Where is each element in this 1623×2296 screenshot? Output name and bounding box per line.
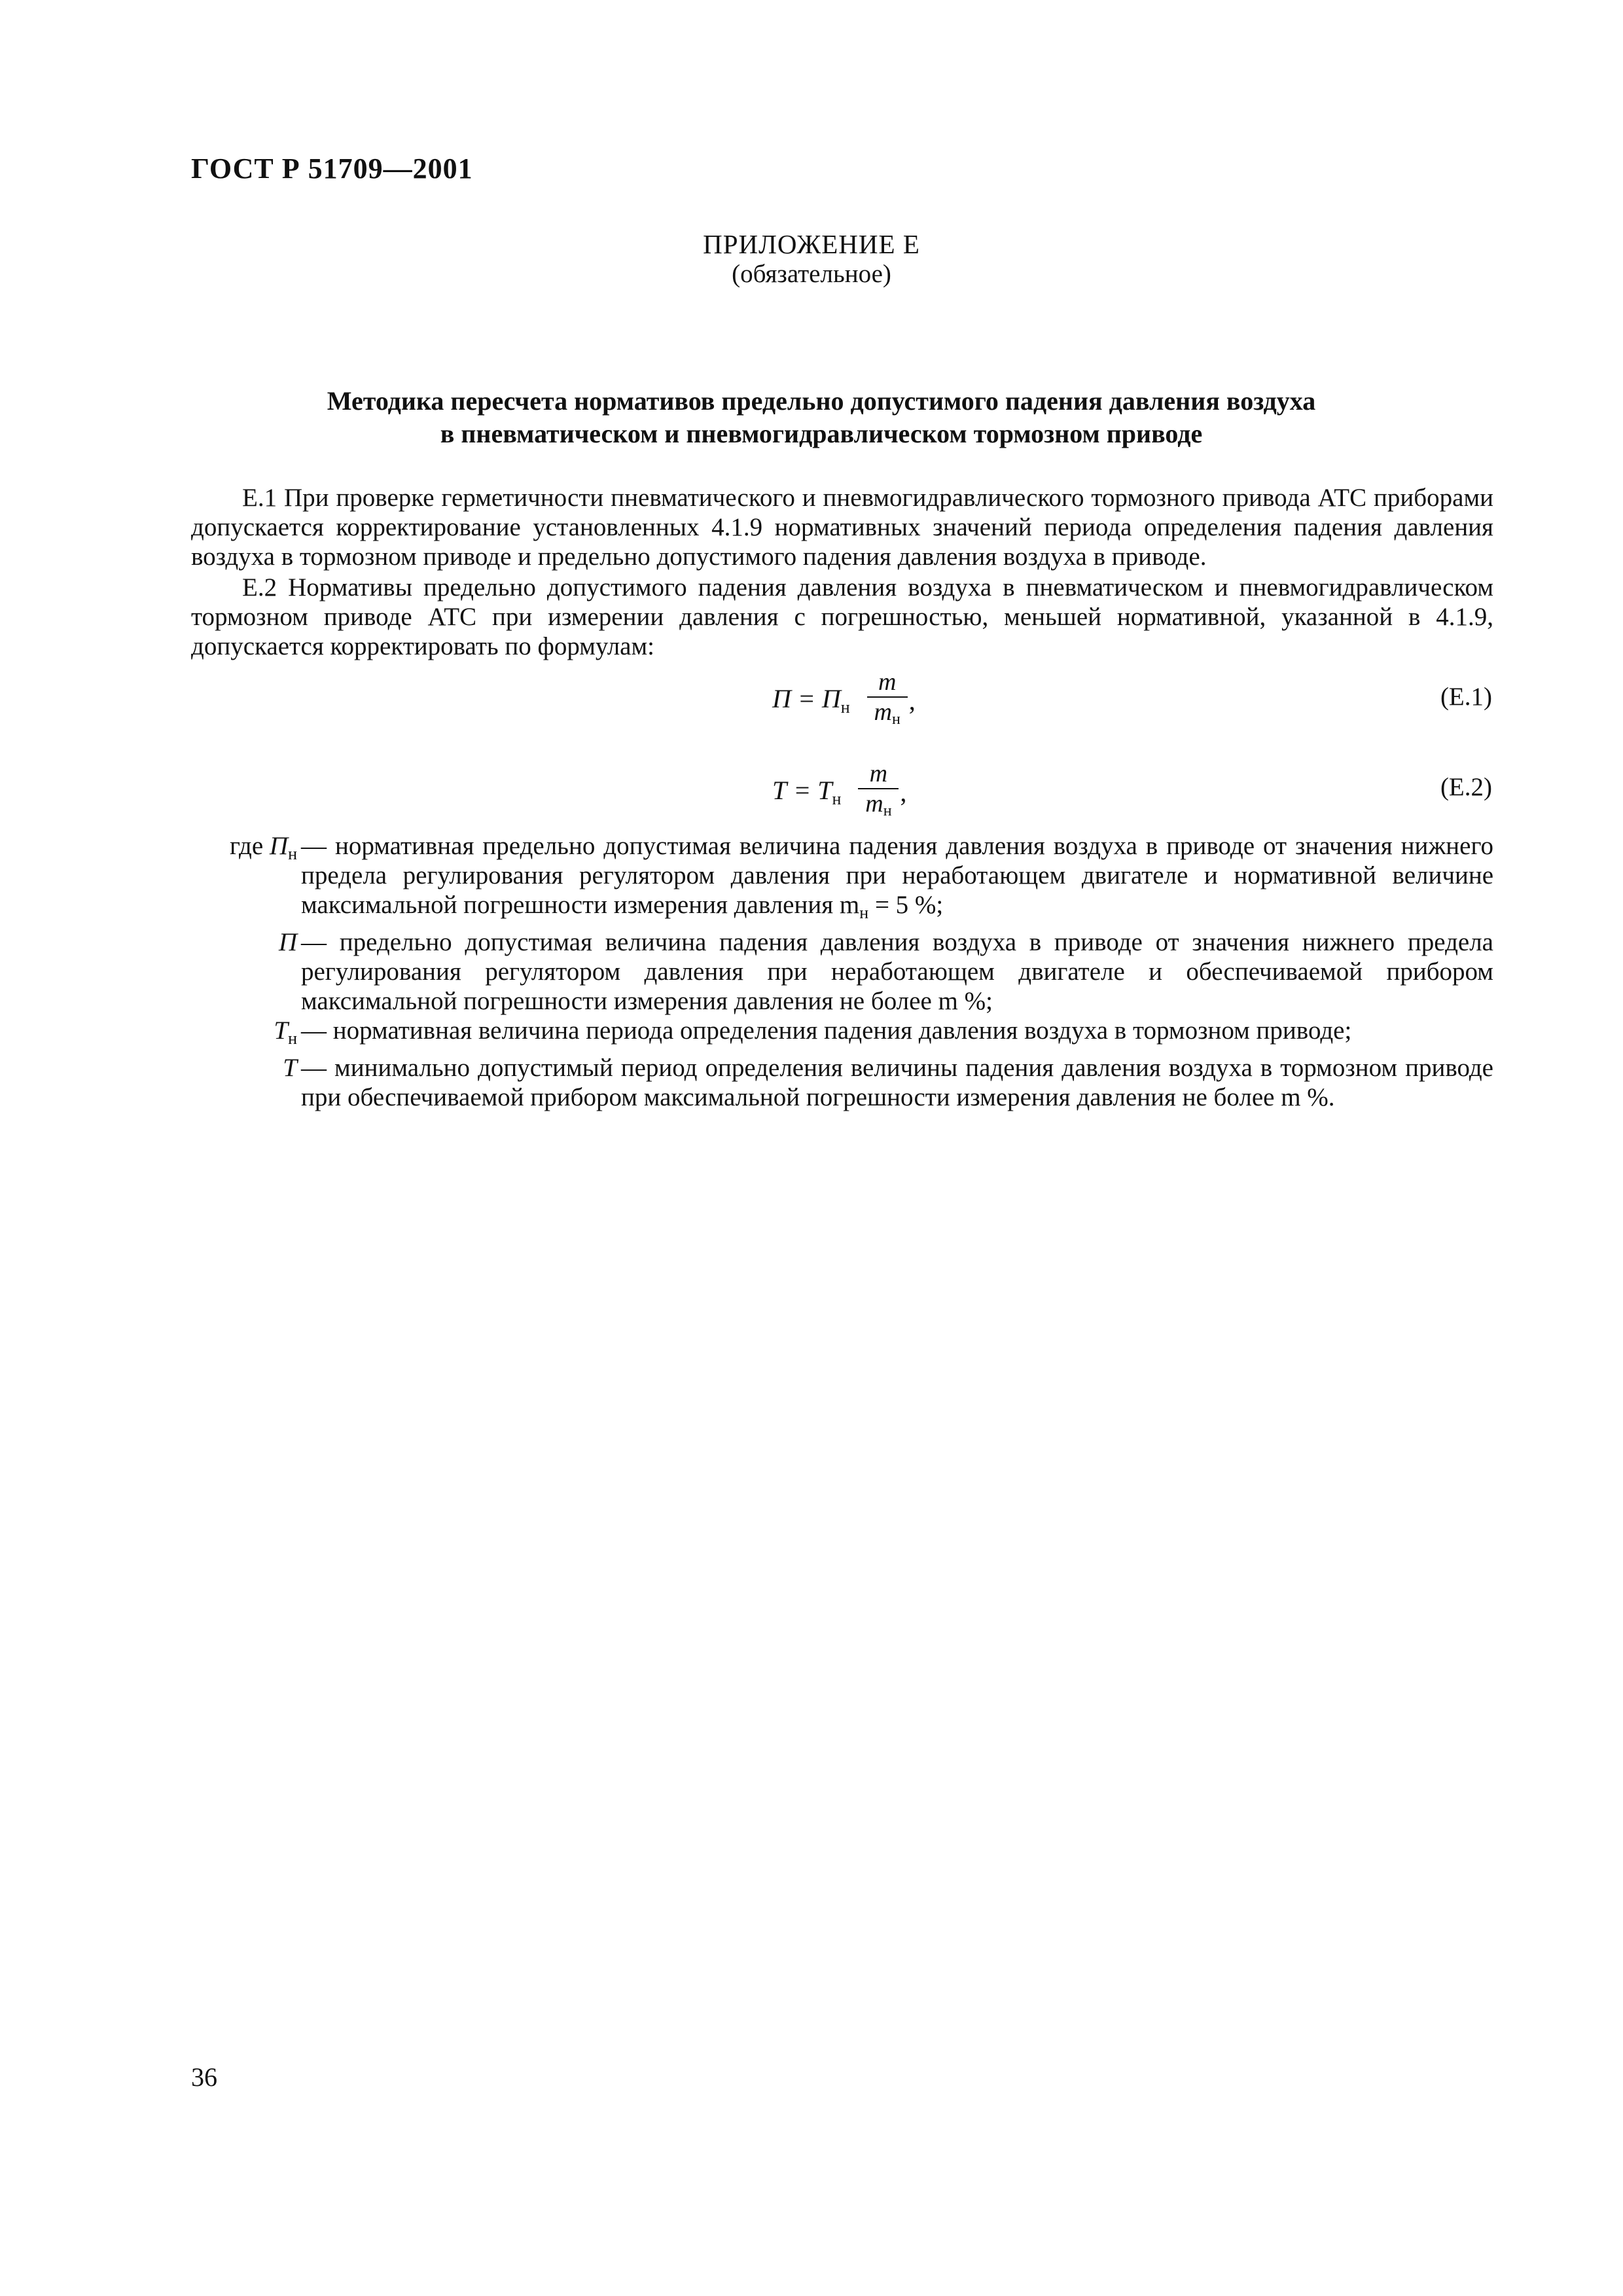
section-title [249, 385, 1394, 450]
definition-term [191, 1053, 301, 1112]
section-title-line-1: Методика пересчета нормативов предельно допустимого падения давления воздуха [327, 386, 1316, 416]
formula-e2-numerator: m [869, 759, 888, 787]
formula-e2-fraction [858, 759, 899, 825]
formula-e1-denominator-subscript: н [891, 710, 901, 728]
formula-e2-lhs [772, 775, 841, 809]
definition-text [301, 831, 1493, 927]
formula-e1-lhs [772, 683, 850, 717]
definition-term-symbol: П [278, 928, 297, 956]
formula-e2 [772, 753, 906, 831]
definition-text: — нормативная величина периода определения падения давления воздуха в тормозном приводе; [301, 1016, 1352, 1045]
formula-e1 [772, 661, 916, 740]
definition-term [191, 831, 301, 927]
definition-term-symbol: Т [283, 1054, 297, 1082]
definition-text: — минимально допустимый период определения величины падения давления воздуха в тормозном приводе при обеспечиваемой прибором максимальной погрешности измерения давления не более m %. [301, 1054, 1493, 1111]
definition-text: — предельно допустимая величина падения давления воздуха в приводе от значения нижнего предела регулирования регулятором давления при неработающем двигателе и обеспечиваемой прибором максимальной погрешности измерения давления не более m %; [301, 928, 1493, 1015]
formula-e1-denominator-text: m [874, 698, 892, 726]
appendix-heading [0, 229, 1623, 289]
formula-e2-denominator-subscript: н [883, 802, 892, 819]
definition-text-tail: = 5 %; [868, 891, 944, 919]
page-number: 36 [191, 2062, 217, 2092]
definition-where: где [229, 832, 264, 860]
formula-e2-denominator-text: m [865, 789, 883, 817]
formula-e1-denominator [872, 698, 903, 734]
formula-e1-number: (Е.1) [1440, 683, 1492, 711]
definition-item [191, 927, 1493, 1016]
formula-e2-lhs-subscript: н [832, 789, 842, 808]
formula-e2-comma: , [900, 777, 907, 807]
definitions-list [191, 831, 1493, 1112]
definition-term-subscript: н [288, 844, 297, 863]
definition-term-subscript: н [288, 1029, 297, 1048]
appendix-title: ПРИЛОЖЕНИЕ Е [703, 229, 920, 259]
paragraph-e2-text: Е.2 Нормативы предельно допустимого падения давления воздуха в пневматическом и пневмогидравлическом тормозном приводе АТС при измерении давления с погрешностью, меньшей нормативной, указанной в 4.1.9, допускается корректировать по формулам: [191, 573, 1493, 660]
definition-item [191, 1053, 1493, 1112]
paragraph-e2 [191, 573, 1493, 661]
definition-text-subscript: н [859, 903, 869, 922]
formula-e1-lhs-text: П = П [772, 684, 841, 713]
definition-term [191, 1016, 301, 1053]
definition-term-symbol: Т [274, 1016, 289, 1045]
formula-e2-denominator [863, 789, 894, 825]
formula-e2-number: (Е.2) [1440, 773, 1492, 801]
formula-e1-comma: , [908, 685, 916, 715]
definition-term-symbol: П [269, 832, 289, 860]
definition-text-main: — нормативная предельно допустимая величина падения давления воздуха в приводе от значения нижнего предела регулирования регулятором давления при неработающем двигателе и нормативной величине максимальной погрешности измерения давления m [301, 832, 1493, 919]
document-code: ГОСТ Р 51709—2001 [191, 152, 473, 185]
definition-term [191, 927, 301, 1016]
section-title-line-2: в пневматическом и пневмогидравлическом тормозном приводе [440, 419, 1203, 448]
paragraph-e1-text: Е.1 При проверке герметичности пневматического и пневмогидравлического тормозного привода АТС приборами допускается корректирование установленных 4.1.9 нормативных значений периода определения падения давления воздуха в тормозном приводе и предельно допустимого падения давления воздуха в приводе. [191, 484, 1493, 571]
formula-e1-numerator: m [878, 668, 897, 696]
formula-e1-fraction [867, 668, 908, 734]
formula-e1-lhs-subscript: н [840, 698, 850, 717]
formula-e2-lhs-text: Т = Т [772, 776, 832, 805]
definition-item [191, 831, 1493, 927]
definition-item [191, 1016, 1493, 1053]
appendix-status: (обязательное) [732, 260, 891, 288]
paragraph-e1 [191, 483, 1493, 571]
